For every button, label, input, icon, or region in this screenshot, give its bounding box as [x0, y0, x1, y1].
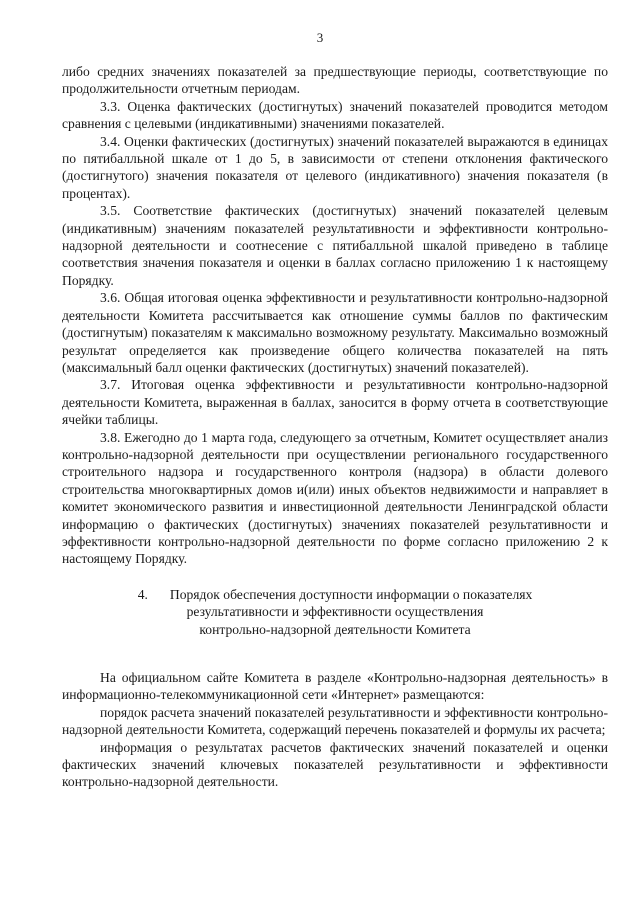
- section-4-number: 4.: [137, 586, 148, 602]
- paragraph-3-6: 3.6. Общая итоговая оценка эффективности и результативности контрольно-надзорной деятельности Комитета рассчитывается как отношение суммы баллов по фактическим (достигнутым) показателям к максимально возможному результату. Максимально возможный результат определяется как произведение общего количества показателей на пять (максимальный балл оценки фактических (достигнутых) значений показателей).: [62, 290, 608, 375]
- page-number: 3: [316, 30, 324, 45]
- paragraph-3-4: 3.4. Оценки фактических (достигнутых) значений показателей выражаются в единицах по пятибалльной шкале от 1 до 5, в зависимости от степени отклонения фактического (достигнутого) значения показателя от целевого (индикативного) значения показателя (в процентах).: [62, 133, 608, 201]
- section-4-heading: [62, 586, 608, 638]
- document-body: [62, 63, 608, 791]
- section-4-heading-line-1: [62, 586, 608, 603]
- paragraph-4-calculation-order: порядок расчета значений показателей результативности и эффективности контрольно-надзорной деятельности Комитета, содержащий перечень показателей и формулы их расчета;: [62, 704, 608, 738]
- paragraph-3-5: 3.5. Соответствие фактических (достигнутых) значений показателей целевым (индикативным) значениям показателей результативности и эффективности контрольно-надзорной деятельности и соотнесение с пятибалльной шкалой приведено в таблице соответствия значения показателя и оценки в баллах согласно приложению 1 к настоящему Порядку.: [62, 203, 608, 288]
- paragraph-4-website: На официальном сайте Комитета в разделе «Контрольно-надзорная деятельность» в информационно-телекоммуникационной сети «Интернет» размещаются:: [62, 670, 608, 703]
- section-4-title-line-1: Порядок обеспечения доступности информации о показателях: [169, 586, 533, 602]
- paragraph-4-results-info: информация о результатах расчетов фактических значений показателей и оценки фактических значений ключевых показателей результативности и эффективности контрольно-надзорной деятельности.: [62, 739, 608, 790]
- section-4-title-line-3: контрольно-надзорной деятельности Комитета: [199, 621, 471, 637]
- paragraph-3-7: 3.7. Итоговая оценка эффективности и результативности контрольно-надзорной деятельности Комитета, выраженная в баллах, заносится в форму отчета в соответствующие ячейки таблицы.: [62, 377, 608, 428]
- section-4-title-line-2: результативности и эффективности осуществления: [186, 604, 484, 620]
- paragraph-3-8: 3.8. Ежегодно до 1 марта года, следующего за отчетным, Комитет осуществляет анализ контрольно-надзорной деятельности при осуществлении регионального государственного строительного надзора и государственного контроля (надзора) в области долевого строительства многоквартирных домов и(или) иных объектов недвижимости и направляет в комитет экономического развития и инвестиционной деятельности Ленинградской области информацию о фактических (достигнутых) значениях показателей результативности и эффективности контрольно-надзорной деятельности по форме согласно приложению 2 к настоящему Порядку.: [62, 429, 608, 567]
- paragraph-continuation: либо средних значениях показателей за предшествующие периоды, соответствующие по продолжительности отчетным периодам.: [62, 64, 608, 97]
- paragraph-3-3: 3.3. Оценка фактических (достигнутых) значений показателей проводится методом сравнения с целевыми (индикативными) значениями показателей.: [62, 98, 608, 132]
